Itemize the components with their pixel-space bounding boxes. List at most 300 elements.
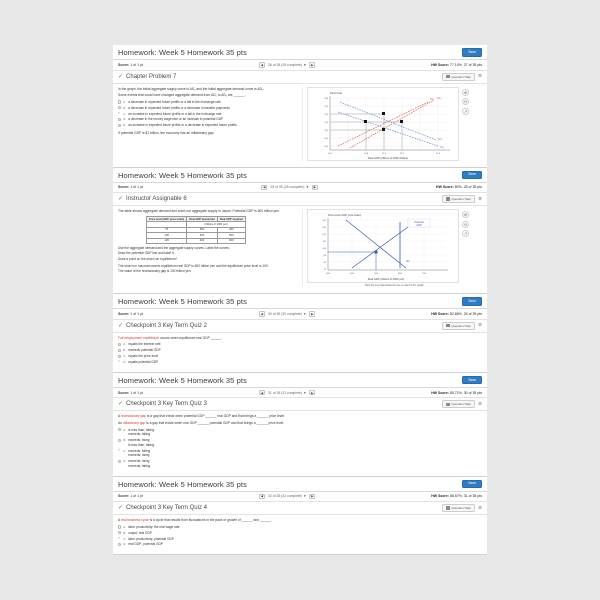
homework-block-5 xyxy=(113,477,487,556)
svg-text:105: 105 xyxy=(324,137,328,140)
choice-option-selected[interactable] xyxy=(118,537,478,542)
svg-text:AS₁: AS₁ xyxy=(430,97,434,101)
footer-statement: If potential GDP is $1 trillion, the economy has an inflationary gap. xyxy=(118,130,215,135)
choice-letter: C. xyxy=(123,536,127,541)
chart-title: Price level (GDP price index) xyxy=(328,214,362,217)
svg-text:125: 125 xyxy=(322,234,326,236)
key-term: Full employment equilibrium xyxy=(118,335,160,340)
chart-x-label: Real GDP (trillions of 2000 dollars) xyxy=(368,156,408,160)
choice-text: a decrease in expected future profits or a decrease in transfer payments xyxy=(128,105,230,110)
question-help-button[interactable] xyxy=(442,400,475,408)
question-progress-label: 31 of 35 (31 complete) xyxy=(267,390,302,395)
svg-text:GDP: GDP xyxy=(416,224,422,227)
selected-check-icon[interactable] xyxy=(118,360,121,363)
table-header-cell: Price level (GDP price index) xyxy=(147,216,187,221)
choice-list xyxy=(118,428,478,469)
svg-text:145: 145 xyxy=(322,220,326,222)
choice-text-line-1: exceeds; falling xyxy=(128,448,151,453)
score-bar xyxy=(113,183,487,194)
problem-tools xyxy=(442,322,482,330)
choice-letter: A. xyxy=(123,342,127,347)
chart-title: Price level xyxy=(330,91,342,95)
problem-tools xyxy=(442,73,482,81)
svg-text:125: 125 xyxy=(324,105,328,108)
question-help-label: Question Help xyxy=(451,402,471,407)
svg-text:10.8: 10.8 xyxy=(363,152,369,155)
radio-button[interactable] xyxy=(118,343,121,346)
table-cell: 75 xyxy=(147,227,187,233)
svg-text:115: 115 xyxy=(322,241,326,243)
table-header-cell: Real GDP supplied xyxy=(217,216,245,221)
question-help-button[interactable] xyxy=(442,73,475,81)
svg-text:11.6: 11.6 xyxy=(435,152,441,155)
choice-option[interactable] xyxy=(118,117,298,122)
score-bar xyxy=(113,60,487,71)
problem-name: Checkpoint 3 Key Term Quiz 4 xyxy=(126,505,207,511)
statement-prefix: An xyxy=(118,420,123,425)
choice-text: a decrease in expected future profits or a fall in the exchange rate xyxy=(128,99,221,104)
gear-icon[interactable]: ⚙ xyxy=(477,504,482,510)
homework-block-1 xyxy=(113,45,487,168)
statement-rest: occurs when equilibrium real GDP ______. xyxy=(159,335,223,340)
problem-body xyxy=(113,84,487,167)
choice-option[interactable] xyxy=(118,342,478,347)
svg-text:600: 600 xyxy=(398,273,402,275)
choice-text: equals the price level xyxy=(128,354,159,359)
hw-score-value: 85.71%, 30 of 35 pts xyxy=(449,390,482,395)
next-question-button[interactable]: ▶ xyxy=(311,311,314,316)
radio-button[interactable] xyxy=(118,439,121,442)
choice-text: an increase in expected future profits or a decrease in expected future profits xyxy=(128,123,237,128)
chart-caption: Click the icon that draws the line or point in the graph. xyxy=(364,284,425,287)
problem-body xyxy=(113,333,487,372)
question-help-label: Question Help xyxy=(451,197,471,201)
choice-letter: A. xyxy=(123,524,127,529)
svg-text:110: 110 xyxy=(324,129,328,132)
statement-line-1: In the graph, the initial aggregate supply curve is AS₀ and the initial aggregate demand curve is AD₀. xyxy=(118,86,265,91)
choice-option[interactable] xyxy=(118,106,298,111)
score-bar xyxy=(113,492,487,503)
radio-button[interactable] xyxy=(118,428,121,431)
check-icon: ✓ xyxy=(118,322,124,329)
score-display xyxy=(118,494,143,498)
chart-with-tools xyxy=(307,87,482,161)
choice-option[interactable] xyxy=(118,123,298,128)
choice-option-selected[interactable] xyxy=(118,449,478,458)
problem-header xyxy=(113,193,487,206)
score-value: 1 of 1 pt xyxy=(130,62,144,67)
svg-text:AD: AD xyxy=(406,260,410,263)
problem-tools xyxy=(442,504,482,512)
choice-text-line-2: is less than; falling xyxy=(128,442,155,447)
prev-question-button[interactable]: ◀ xyxy=(260,311,264,316)
prev-question-button[interactable]: ◀ xyxy=(260,62,264,67)
question-progress-label: 26 of 35 (28 complete) xyxy=(267,62,302,67)
save-button[interactable]: Save xyxy=(462,376,482,384)
score-value: 1 of 1 pt xyxy=(130,311,144,316)
homework-page xyxy=(113,45,487,555)
hw-score-label: HW Score: xyxy=(431,62,449,67)
choice-option[interactable] xyxy=(118,531,478,536)
question-navigator xyxy=(261,185,317,191)
question-progress-label: 29 of 35 (28 complete) xyxy=(270,185,305,190)
choice-text: equals potential GDP xyxy=(128,359,159,364)
choice-letter: D. xyxy=(123,459,127,464)
choice-text-line-2: exceeds; falling xyxy=(128,463,151,468)
svg-text:75: 75 xyxy=(323,269,326,271)
question-help-label: Question Help xyxy=(451,74,471,79)
title-bar xyxy=(113,45,487,60)
score-value: 1 of 1 pt xyxy=(130,185,144,190)
problem-text xyxy=(118,87,302,161)
homework-block-3 xyxy=(113,294,487,373)
choice-text: labor productivity; the real wage rate xyxy=(128,524,180,529)
table-cell: 125 xyxy=(147,238,187,244)
choice-text-line-2: exceeds; falling xyxy=(128,432,151,437)
question-navigator xyxy=(259,311,315,317)
hw-score-display xyxy=(431,63,482,67)
svg-text:AD₀: AD₀ xyxy=(438,137,443,141)
chart-panel xyxy=(302,209,482,287)
choice-letter: A. xyxy=(123,99,127,104)
check-icon: ✓ xyxy=(118,401,124,408)
radio-button[interactable] xyxy=(118,525,121,528)
choice-letter: C. xyxy=(123,111,127,116)
hw-score-display xyxy=(431,312,482,316)
table-header-cell: Real GDP demanded xyxy=(187,216,217,221)
hw-score-value: 80%, 28 of 35 pts xyxy=(454,185,482,190)
choice-option[interactable] xyxy=(118,438,478,447)
choice-option-selected[interactable] xyxy=(118,360,478,365)
page-title: Homework: Week 5 Homework 35 pts xyxy=(118,170,247,180)
score-value: 1 of 1 pt xyxy=(130,390,144,395)
statement-line-2: Some events that could have changed aggregate demand from AD₀ to AD₁ are ______. xyxy=(118,92,246,97)
svg-text:400: 400 xyxy=(350,273,354,275)
svg-text:135: 135 xyxy=(322,227,326,229)
choice-option[interactable] xyxy=(118,100,298,105)
score-bar xyxy=(113,309,487,320)
svg-text:700: 700 xyxy=(422,273,426,275)
svg-text:Potential: Potential xyxy=(414,221,424,224)
homework-block-2 xyxy=(113,168,487,295)
problem-title-group xyxy=(118,74,176,80)
choice-text: exceeds potential GDP xyxy=(128,348,161,353)
statement-line-1 xyxy=(118,518,478,523)
problem-name: Chapter Problem 7 xyxy=(126,73,177,80)
question-help-button[interactable] xyxy=(442,195,475,203)
page-title: Homework: Week 5 Homework 35 pts xyxy=(118,48,247,57)
answer-line-1: The short run macroeconomic equilibrium real GDP is 500 trillion yen and the equilibrium price level is 100. xyxy=(118,263,269,268)
radio-button[interactable] xyxy=(118,460,121,463)
question-progress[interactable] xyxy=(268,494,306,498)
reset-icon[interactable]: ↗ xyxy=(463,108,468,114)
choice-text: an increase in expected future profits or a fall in the exchange rate xyxy=(128,111,222,116)
problem-title-group xyxy=(118,401,207,407)
prev-question-button[interactable]: ◀ xyxy=(263,185,266,190)
choice-letter: D. xyxy=(123,542,127,547)
page-title: Homework: Week 5 Homework 35 pts xyxy=(118,297,247,306)
choice-text xyxy=(128,428,154,437)
problem-title-group xyxy=(118,323,207,329)
selected-check-icon[interactable] xyxy=(118,112,121,115)
radio-button[interactable] xyxy=(118,118,121,121)
prev-question-button[interactable]: ◀ xyxy=(260,390,264,395)
choice-text: real GDP; potential GDP xyxy=(128,542,163,547)
question-navigator xyxy=(259,494,315,500)
gear-icon[interactable]: ⚙ xyxy=(477,195,482,201)
data-table xyxy=(146,216,246,244)
check-icon: ✓ xyxy=(118,505,124,511)
table-cell: 400 xyxy=(187,238,217,244)
gear-icon[interactable]: ⚙ xyxy=(477,73,482,79)
choice-letter: B. xyxy=(123,530,127,535)
next-question-button[interactable]: ▶ xyxy=(311,390,314,395)
key-term: real business cycle xyxy=(120,518,149,522)
statement-rest: is a gap that exists when potential GDP ______ real GDP and that brings a ______ price level. xyxy=(146,414,285,419)
choice-letter: B. xyxy=(123,348,127,353)
chart-tools xyxy=(462,209,469,237)
statement-rest: is a cycle that results from fluctuations in the pace of growth of ______ and ______. xyxy=(149,518,272,522)
svg-text:105: 105 xyxy=(322,248,326,250)
svg-text:95: 95 xyxy=(323,255,326,257)
homework-block-4 xyxy=(113,373,487,477)
choice-text: labor productivity; potential GDP xyxy=(128,536,174,541)
svg-text:120: 120 xyxy=(324,113,328,116)
problem-text xyxy=(118,414,482,469)
svg-text:130: 130 xyxy=(324,97,328,100)
score-label: Score: xyxy=(118,311,130,316)
chevron-down-icon: ▼ xyxy=(305,185,309,190)
hw-score-value: 82.86%, 29 of 35 pts xyxy=(449,311,482,316)
page-title: Homework: Week 5 Homework 35 pts xyxy=(118,479,247,489)
chart-tools xyxy=(462,87,469,115)
question-progress[interactable] xyxy=(268,391,306,395)
key-term: inflationary gap xyxy=(122,420,146,425)
title-bar xyxy=(113,373,487,388)
svg-text:11.0: 11.0 xyxy=(381,152,387,155)
radio-button[interactable] xyxy=(118,349,121,352)
instruction-line-2: Draw the potential GDP line and label it. xyxy=(118,251,175,256)
problem-text xyxy=(118,209,302,287)
radio-button[interactable] xyxy=(118,106,121,109)
problem-text xyxy=(118,518,482,548)
statement-line-1 xyxy=(118,336,478,341)
hw-score-display xyxy=(431,391,482,395)
problem-body xyxy=(113,206,487,293)
table-row xyxy=(147,238,246,244)
gear-icon[interactable]: ⚙ xyxy=(477,401,482,406)
choice-option-selected[interactable] xyxy=(118,112,298,117)
problem-name: Checkpoint 3 Key Term Quiz 3 xyxy=(126,401,207,408)
save-button[interactable]: Save xyxy=(462,297,482,305)
radio-button[interactable] xyxy=(118,124,121,127)
table-cell: 600 xyxy=(187,227,217,233)
problem-body xyxy=(113,411,487,475)
svg-text:500: 500 xyxy=(374,273,378,275)
hw-score-label: HW Score: xyxy=(431,390,449,395)
svg-text:85: 85 xyxy=(323,262,326,264)
score-label: Score: xyxy=(118,494,130,499)
choice-letter: D. xyxy=(123,359,127,364)
statement-rest: is a gap that exists when real GDP ______ potential GDP and that brings a ______ price level. xyxy=(146,420,285,425)
hw-score-label: HW Score: xyxy=(431,311,449,316)
statement-prefix: A xyxy=(118,518,121,522)
instruction-line-3: Does a point on the short-run equilibrium? xyxy=(118,256,178,261)
choice-option[interactable] xyxy=(118,459,478,468)
choice-option[interactable] xyxy=(118,525,478,530)
score-label: Score: xyxy=(118,62,130,67)
svg-text:115: 115 xyxy=(324,121,328,124)
statement-line-1: The table shows aggregate demand and short-run aggregate supply in Japan. Potential GDP is 600 trillion yen. xyxy=(118,209,280,213)
save-button[interactable]: Save xyxy=(462,171,482,179)
next-question-button[interactable]: ▶ xyxy=(313,185,317,190)
choice-letter: B. xyxy=(123,105,127,110)
question-help-label: Question Help xyxy=(451,323,471,328)
book-icon xyxy=(446,197,449,200)
question-navigator xyxy=(259,390,315,396)
check-icon: ✓ xyxy=(118,73,124,80)
problem-name: Checkpoint 3 Key Term Quiz 2 xyxy=(126,322,207,329)
japan-as-ad-chart[interactable] xyxy=(307,209,459,283)
score-display xyxy=(118,185,143,189)
svg-text:AS₀: AS₀ xyxy=(437,96,442,100)
score-label: Score: xyxy=(118,390,130,395)
book-icon xyxy=(446,75,449,78)
choice-option[interactable] xyxy=(118,354,478,359)
question-help-button[interactable] xyxy=(442,322,475,330)
book-icon xyxy=(446,506,449,509)
question-progress[interactable] xyxy=(268,63,306,67)
instruction-line-1: Use the aggregate demand and the aggregate supply curves. Label the curves. xyxy=(118,246,230,251)
choice-text xyxy=(128,438,154,447)
chart-panel xyxy=(302,87,482,161)
statement-line-2 xyxy=(118,421,478,426)
radio-button[interactable] xyxy=(118,531,121,534)
score-label: Score: xyxy=(118,185,130,190)
chart-with-tools xyxy=(307,209,482,283)
check-icon: ✓ xyxy=(118,196,124,202)
score-display xyxy=(118,63,143,67)
score-value: 1 of 1 pt xyxy=(130,494,144,499)
question-navigator xyxy=(259,62,315,68)
radio-button[interactable] xyxy=(118,355,121,358)
problem-body xyxy=(113,515,487,554)
zoom-out-icon[interactable]: ⊖ xyxy=(463,99,468,104)
table-cell: 100 xyxy=(147,233,187,239)
radio-button[interactable] xyxy=(118,100,121,103)
statement-line-1 xyxy=(118,414,478,419)
save-button[interactable]: Save xyxy=(462,480,482,488)
choice-letter: C. xyxy=(123,354,127,359)
table-cell: 500 xyxy=(217,233,245,239)
next-question-button[interactable]: ▶ xyxy=(311,494,314,499)
svg-text:11.2: 11.2 xyxy=(399,152,405,155)
question-progress[interactable] xyxy=(268,312,306,316)
problem-header xyxy=(113,320,487,333)
choice-text-line-1: exceeds; rising xyxy=(128,459,150,464)
table-unit-cell: (trillions of 2000 yen) xyxy=(187,222,246,227)
choice-text-line-1: exceeds; rising xyxy=(128,438,150,443)
score-display xyxy=(118,312,143,316)
hw-score-label: HW Score: xyxy=(431,494,449,499)
question-help-label: Question Help xyxy=(451,506,471,510)
as-ad-chart[interactable] xyxy=(307,87,459,161)
choice-option[interactable] xyxy=(118,348,478,353)
zoom-in-icon[interactable]: ⊕ xyxy=(463,212,468,217)
choice-list xyxy=(118,342,478,364)
hw-score-display xyxy=(431,494,482,498)
prev-question-button[interactable]: ◀ xyxy=(260,494,264,499)
selected-check-icon[interactable] xyxy=(118,449,121,452)
problem-header xyxy=(113,502,487,515)
page-title: Homework: Week 5 Homework 35 pts xyxy=(118,375,247,385)
choice-text: output; real GDP xyxy=(128,530,152,535)
title-bar xyxy=(113,294,487,309)
problem-tools xyxy=(442,195,482,203)
book-icon xyxy=(446,324,449,327)
zoom-in-icon[interactable]: ⊕ xyxy=(463,89,468,95)
radio-button[interactable] xyxy=(118,543,121,546)
title-bar xyxy=(113,477,487,492)
chevron-down-icon: ▼ xyxy=(303,62,307,67)
svg-text:100: 100 xyxy=(324,145,328,148)
choice-letter: D. xyxy=(123,117,127,122)
save-button[interactable]: Save xyxy=(462,48,482,56)
problem-header xyxy=(113,71,487,84)
problem-text xyxy=(118,336,482,366)
choice-text xyxy=(128,459,150,468)
choice-list xyxy=(118,100,298,128)
choice-option[interactable] xyxy=(118,428,478,437)
choice-list xyxy=(118,525,478,547)
choice-text: equals the interest rate xyxy=(128,342,161,347)
problem-tools xyxy=(442,400,482,408)
table-cell: 600 xyxy=(217,238,245,244)
hw-score-value: 77.14%, 27 of 35 pts xyxy=(449,62,482,67)
choice-option[interactable] xyxy=(118,542,478,547)
chevron-down-icon: ▼ xyxy=(303,311,307,316)
choice-text-line-2: exceeds; rising xyxy=(128,453,150,458)
answer-line-2: The value of the recessionary gap is 100 trillion yen. xyxy=(118,268,192,273)
question-progress-label: 32 of 35 (32 complete) xyxy=(267,494,302,499)
question-progress[interactable] xyxy=(270,185,308,189)
choice-text-line-1: is less than; falling xyxy=(128,427,155,432)
selected-check-icon[interactable] xyxy=(118,537,121,540)
hw-score-value: 88.57%, 31 of 35 pts xyxy=(449,494,482,499)
choice-letter: A. xyxy=(123,427,127,432)
chevron-down-icon: ▼ xyxy=(303,390,307,395)
svg-text:AD₁: AD₁ xyxy=(440,145,445,149)
choice-letter: B. xyxy=(123,438,127,443)
zoom-out-icon[interactable]: ⊖ xyxy=(463,221,468,227)
svg-text:10.1: 10.1 xyxy=(327,152,333,155)
chevron-down-icon: ▼ xyxy=(303,494,307,499)
choice-text xyxy=(128,449,150,458)
table-cell: 500 xyxy=(187,233,217,239)
gear-icon[interactable]: ⚙ xyxy=(477,322,482,328)
svg-text:300: 300 xyxy=(326,273,330,275)
question-help-button[interactable] xyxy=(442,504,475,512)
problem-header xyxy=(113,398,487,411)
hw-score-display xyxy=(436,185,482,189)
choice-letter: C. xyxy=(123,448,127,453)
key-term: recessionary gap xyxy=(120,414,147,419)
problem-title-group xyxy=(118,505,207,511)
table-cell: 400 xyxy=(217,227,245,233)
next-question-button[interactable]: ▶ xyxy=(311,62,314,67)
hw-score-label: HW Score: xyxy=(436,185,454,190)
reset-icon[interactable]: ↗ xyxy=(463,231,468,236)
